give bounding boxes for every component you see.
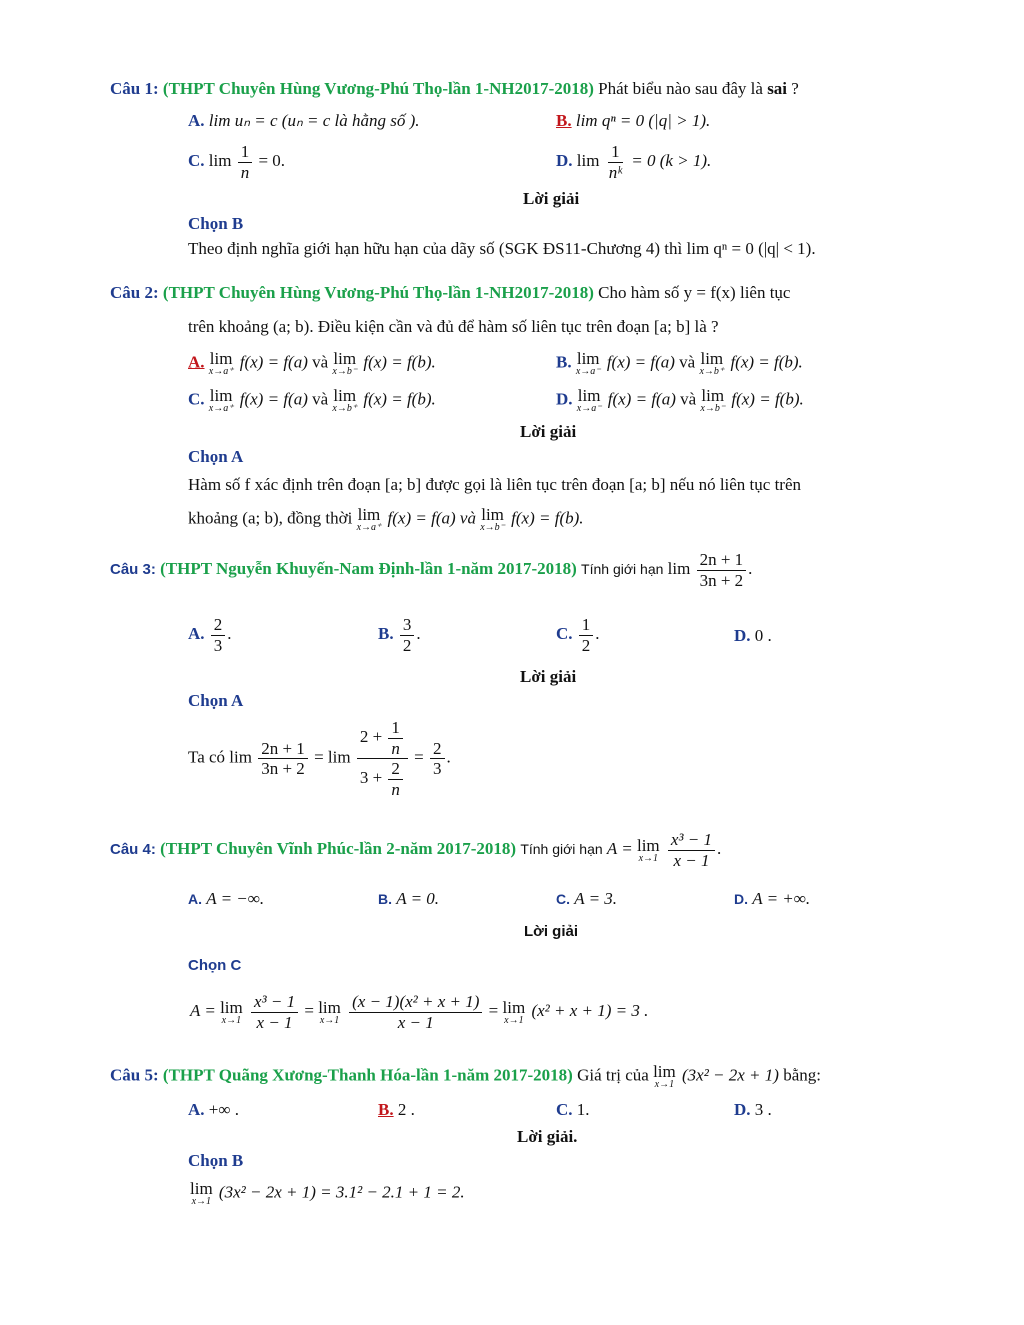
q5-option-b[interactable]: B. 2 . bbox=[378, 1100, 415, 1119]
q2-stem bbox=[110, 283, 790, 303]
q1-option-a[interactable]: A. lim uₙ = c (uₙ = c là hằng số ). bbox=[188, 111, 420, 130]
q2-source: (THPT Chuyên Hùng Vương-Phú Thọ-lần 1-NH2017-2018) bbox=[162, 283, 594, 302]
lim-operator: lim x→b⁻ bbox=[332, 349, 358, 377]
q2-option-d[interactable]: D. lim x→a⁻ f(x) = f(a) và lim x→b⁻ f(x) = f(b). bbox=[556, 386, 804, 414]
q3-chosen: Chọn A bbox=[188, 691, 244, 710]
q2-option-b[interactable]: B. lim x→a⁻ f(x) = f(a) và lim x→b⁺ f(x) = f(b). bbox=[556, 349, 803, 377]
lim-operator: lim x→b⁻ bbox=[700, 386, 726, 414]
lim-operator: lim x→1 bbox=[190, 1179, 213, 1207]
lim-operator: lim x→b⁺ bbox=[699, 349, 725, 377]
lim-operator: lim x→1 bbox=[502, 997, 526, 1026]
q3-stem: Câu 3: (THPT Nguyễn Khuyến-Nam Định-lần 1-năm 2017-2018) Tính giới hạn lim $\frac{2n + 1}{3n + 2}$ . bbox=[110, 550, 753, 590]
q4-option-b[interactable]: B. A = 0. bbox=[378, 889, 440, 908]
q5-source: (THPT Quãng Xương-Thanh Hóa-lần 1-năm 2017-2018) bbox=[162, 1065, 573, 1085]
q1-explanation: Theo định nghĩa giới hạn hữu hạn của dãy số (SGK ĐS11-Chương 4) thì lim qⁿ = 0 (|q| < 1). bbox=[188, 239, 816, 258]
lim-operator: lim x→a⁺ bbox=[208, 386, 234, 414]
lim-operator: lim x→a⁻ bbox=[575, 349, 601, 377]
q5-label: Câu 5: bbox=[110, 1065, 159, 1085]
q5-option-d[interactable]: D. 3 . bbox=[734, 1100, 772, 1119]
q5-text: Giá trị của bbox=[577, 1065, 649, 1085]
q2-solution-heading: Lời giải bbox=[520, 422, 577, 441]
lim-operator: lim x→1 bbox=[636, 835, 660, 864]
q5-solution-heading: Lời giải. bbox=[517, 1127, 578, 1146]
q3-option-b[interactable]: B. $\frac{3}{2}$ . bbox=[378, 615, 421, 655]
q3-text: Tính giới hạn bbox=[581, 560, 664, 577]
q2-text: Cho hàm số y = f(x) liên tục bbox=[598, 283, 791, 302]
q3-solution-heading: Lời giải bbox=[520, 667, 577, 686]
q3-source: (THPT Nguyễn Khuyến-Nam Định-lần 1-năm 2017-2018) bbox=[160, 558, 577, 578]
lim-operator: lim x→a⁺ bbox=[356, 505, 382, 533]
q3-option-c[interactable]: C. $\frac{1}{2}$ . bbox=[556, 615, 600, 655]
q1-solution-heading: Lời giải bbox=[523, 189, 580, 208]
lim-operator: lim x→1 bbox=[220, 997, 243, 1026]
q1-option-c-fraction: $\frac{1}{n}$ bbox=[238, 142, 253, 182]
q4-option-d[interactable]: D. A = +∞. bbox=[734, 889, 811, 908]
q4-solution-heading: Lời giải bbox=[524, 923, 579, 940]
q1-chosen: Chọn B bbox=[188, 214, 244, 233]
q2-stem-line2: trên khoảng (a; b). Điều kiện cần và đủ để hàm số liên tục trên đoạn [a; b] là ? bbox=[188, 317, 719, 336]
q3-solution-math: Ta có lim $\frac{2n + 1}{3n + 2}$ = lim 2 + $\frac{1}{n}$ 3 + $\frac{2}{n}$ = $\frac{2}{3}$ . bbox=[188, 718, 451, 799]
q1-stem bbox=[110, 79, 799, 99]
q2-chosen: Chọn A bbox=[188, 447, 244, 466]
q1-option-b[interactable]: B. lim qⁿ = 0 (|q| > 1). bbox=[556, 111, 711, 130]
q5-chosen: Chọn B bbox=[188, 1151, 244, 1170]
lim-operator: lim x→b⁺ bbox=[332, 386, 358, 414]
q4-option-c[interactable]: C. A = 3. bbox=[556, 889, 618, 908]
q3-compound-fraction: 2 + $\frac{1}{n}$ 3 + $\frac{2}{n}$ bbox=[357, 718, 408, 799]
q4-label: Câu 4: bbox=[110, 840, 156, 858]
q1-option-d-fraction: $\frac{1}{\text{nᵏ}}$ bbox=[608, 142, 622, 182]
q4-fraction: $\frac{\text{x³ − 1}}{x - 1}$ bbox=[668, 830, 715, 870]
q4-solution-math: A = lim x→1 $\frac{\text{x³ − 1}}{x - 1}$ = lim x→1 $\frac{\text{(x − 1)(x² + x + 1)}}{x - 1}$ = lim x→1 (x² + x + 1) = 3 . bbox=[190, 992, 649, 1032]
q1-emph: sai bbox=[767, 79, 788, 98]
lim-operator: lim x→a⁺ bbox=[208, 349, 234, 377]
q2-explanation-line2: khoảng (a; b), đồng thời lim x→a⁺ f(x) = f(a) và lim x→b⁻ f(x) = f(b). bbox=[188, 505, 584, 533]
q1-option-c[interactable]: C. lim $\frac{1}{n}$ = 0. bbox=[188, 142, 286, 182]
q3-label: Câu 3: bbox=[110, 560, 156, 578]
lim-operator: lim x→1 bbox=[653, 1062, 676, 1090]
q5-solution-math: lim x→1 (3x² − 2x + 1) = 3.1² − 2.1 + 1 = 2. bbox=[190, 1179, 465, 1207]
lim-operator: lim x→a⁻ bbox=[576, 386, 602, 414]
q5-stem: Câu 5: (THPT Quãng Xương-Thanh Hóa-lần 1-năm 2017-2018) Giá trị của lim x→1 (3x² − 2x + 1) bằng: bbox=[110, 1062, 821, 1090]
lim-operator: lim x→b⁻ bbox=[480, 505, 505, 533]
q1-option-d[interactable]: D. lim $\frac{1}{\text{nᵏ}}$ = 0 (k > 1). bbox=[556, 142, 712, 182]
q2-explanation-line1: Hàm số f xác định trên đoạn [a; b] được gọi là liên tục trên đoạn [a; b] nếu nó liên tục trên bbox=[188, 475, 802, 494]
q3-fraction: $\frac{2n + 1}{3n + 2}$ bbox=[697, 550, 747, 590]
q4-stem: Câu 4: (THPT Chuyên Vĩnh Phúc-lần 2-năm 2017-2018) Tính giới hạn A = lim x→1 $\frac{\text{x³ − 1}}{x - 1}$ . bbox=[110, 830, 722, 870]
q1-label: Câu 1: bbox=[110, 79, 159, 98]
q5-option-c[interactable]: C. 1. bbox=[556, 1100, 590, 1119]
q4-source: (THPT Chuyên Vĩnh Phúc-lần 2-năm 2017-2018) bbox=[160, 838, 517, 858]
q2-label: Câu 2: bbox=[110, 283, 159, 302]
lim-operator: lim x→1 bbox=[318, 997, 341, 1026]
q4-option-a[interactable]: A. A = −∞. bbox=[188, 889, 265, 908]
q3-option-a[interactable]: A. $\frac{2}{3}$ . bbox=[188, 615, 232, 655]
q3-option-d[interactable]: D. 0 . bbox=[734, 626, 772, 645]
q4-text: Tính giới hạn bbox=[520, 840, 603, 857]
q1-source: (THPT Chuyên Hùng Vương-Phú Thọ-lần 1-NH2017-2018) bbox=[162, 79, 594, 98]
q2-option-c[interactable]: C. lim x→a⁺ f(x) = f(a) và lim x→b⁺ f(x) = f(b). bbox=[188, 386, 436, 414]
q5-option-a[interactable]: A. +∞ . bbox=[188, 1100, 239, 1119]
q1-end: ? bbox=[791, 79, 799, 98]
q4-chosen: Chọn C bbox=[188, 957, 242, 974]
q1-text: Phát biểu nào sau đây là bbox=[598, 79, 763, 98]
q2-option-a[interactable]: A. lim x→a⁺ f(x) = f(a) và lim x→b⁻ f(x) = f(b). bbox=[188, 349, 436, 377]
